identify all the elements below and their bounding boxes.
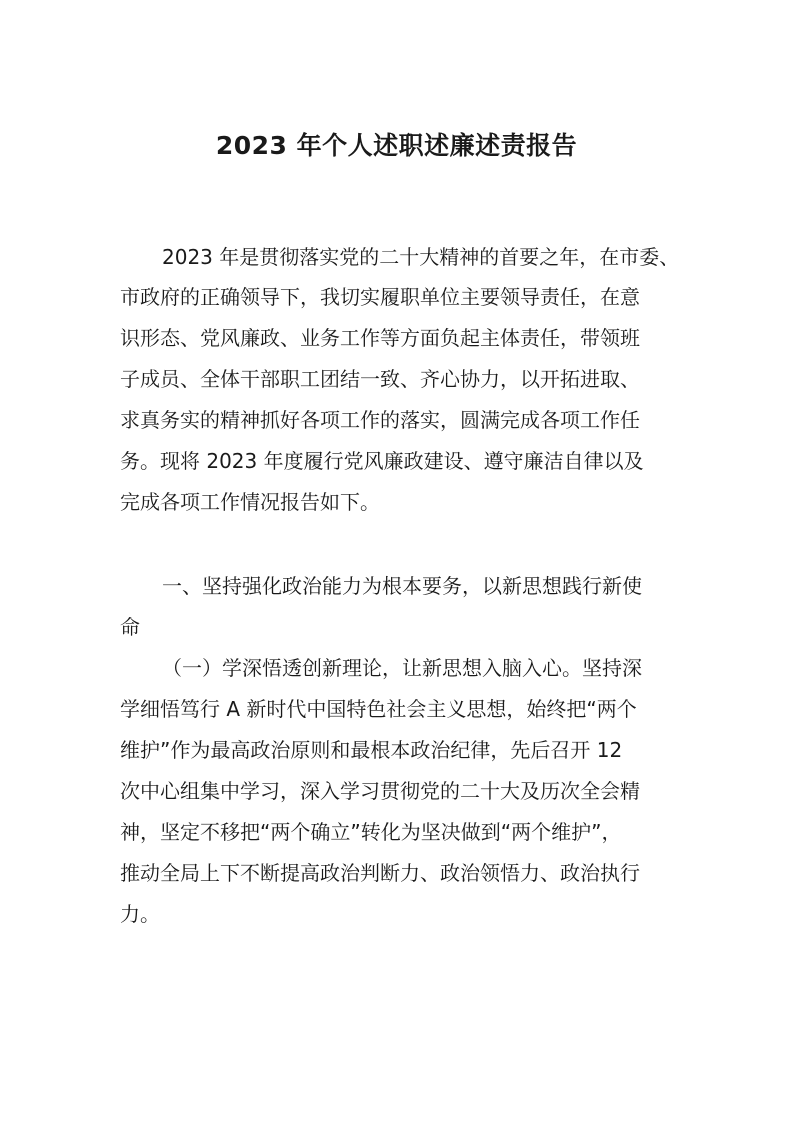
intro-line-7: 完成各项工作情况报告如下。	[120, 490, 380, 514]
subsection-line-7: 力。	[120, 902, 160, 926]
intro-line-4: 子成员、全体干部职工团结一致、齐心协力，以开拓进取、	[120, 367, 640, 391]
intro-line-1: 2023 年是贯彻落实党的二十大精神的首要之年，在市委、	[162, 245, 680, 269]
intro-line-5: 求真务实的精神抓好各项工作的落实，圆满完成各项工作任	[120, 408, 640, 432]
intro-line-6: 务。现将 2023 年度履行党风廉政建设、遵守廉洁自律以及	[120, 449, 644, 473]
subsection-line-2: 学细悟笃行 A 新时代中国特色社会主义思想，始终把“两个	[120, 697, 637, 721]
section-heading-line-1: 一、坚持强化政治能力为根本要务，以新思想践行新使	[162, 574, 642, 598]
intro-line-2: 市政府的正确领导下，我切实履职单位主要领导责任，在意	[120, 285, 640, 309]
document-title: 2023 年个人述职述廉述责报告	[215, 131, 578, 160]
subsection-line-4: 次中心组集中学习，深入学习贯彻党的二十大及历次全会精	[120, 779, 640, 803]
intro-line-3: 识形态、党风廉政、业务工作等方面负起主体责任，带领班	[120, 326, 640, 350]
subsection-line-6: 推动全局上下不断提高政治判断力、政治领悟力、政治执行	[120, 861, 640, 885]
subsection-line-1: （一）学深悟透创新理论，让新思想入脑入心。坚持深	[162, 656, 642, 680]
subsection-line-3: 维护”作为最高政治原则和最根本政治纪律，先后召开 12	[120, 738, 623, 762]
section-heading-line-2: 命	[120, 615, 140, 639]
subsection-line-5: 神，坚定不移把“两个确立”转化为坚决做到“两个维护”，	[120, 820, 622, 844]
